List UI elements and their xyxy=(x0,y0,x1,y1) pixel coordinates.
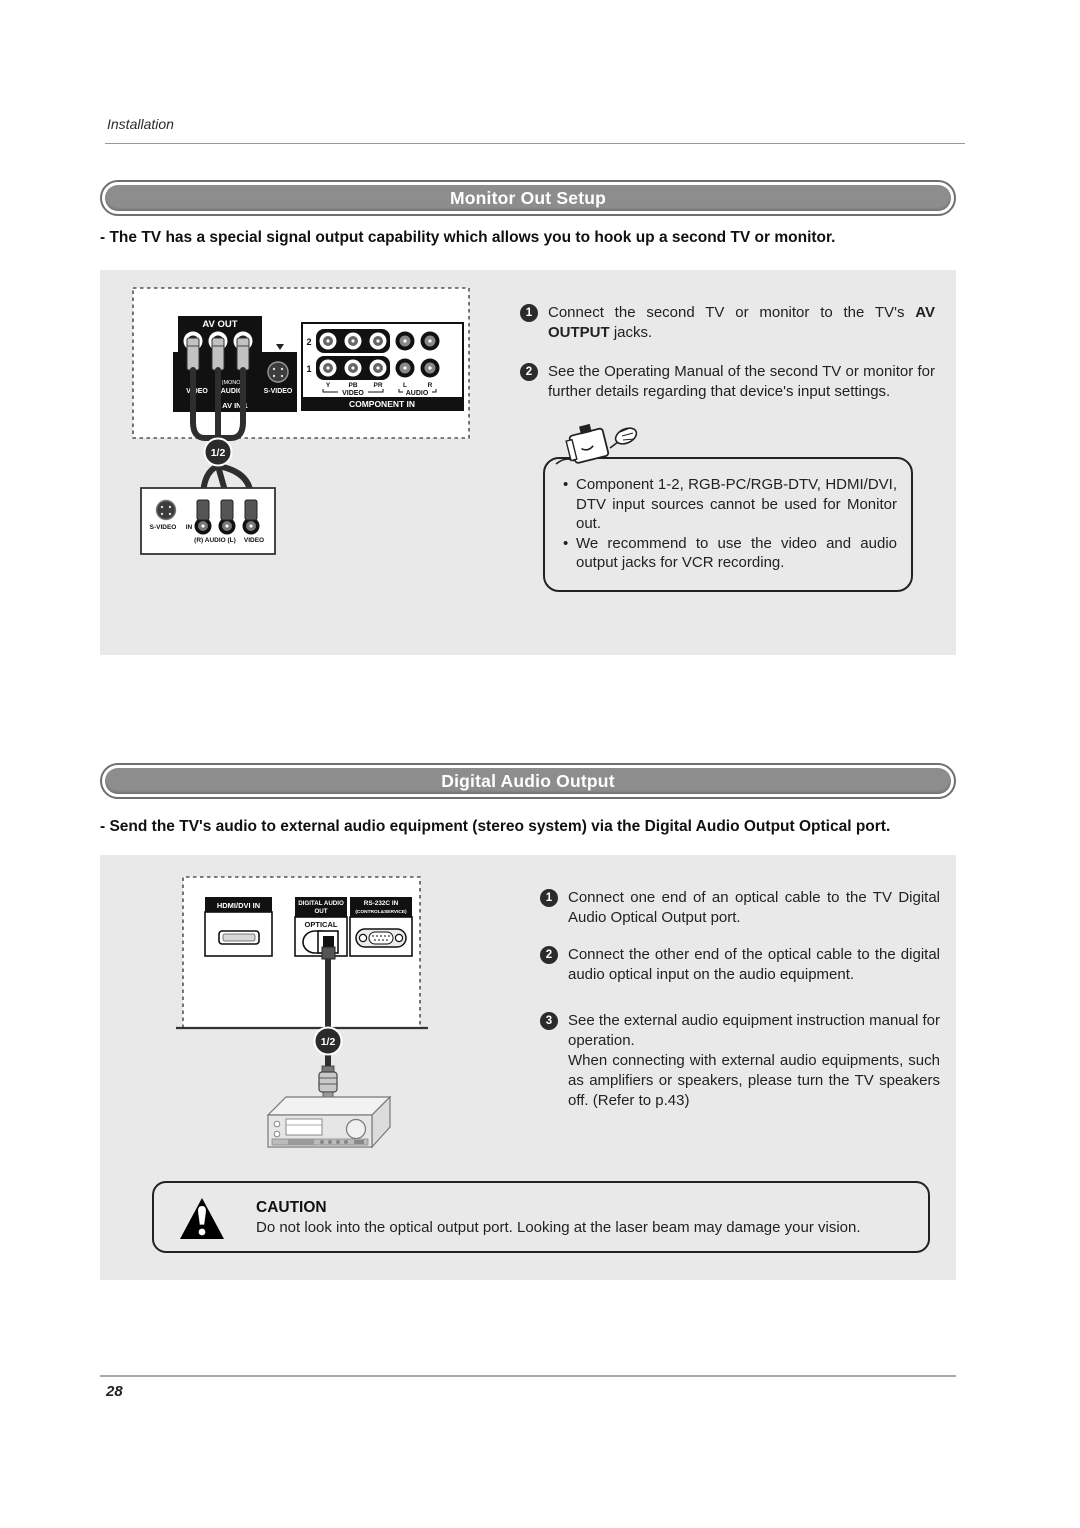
cable-badge-1-2 xyxy=(205,439,232,466)
note-box xyxy=(543,457,913,592)
svg-text:OPTICAL: OPTICAL xyxy=(304,920,338,929)
step-text: Connect one end of an optical cable to the TV Digital Audio Optical Output port. xyxy=(568,889,940,926)
warning-triangle-icon xyxy=(178,1196,226,1242)
step-item xyxy=(540,1011,940,1111)
svg-text:R: R xyxy=(427,382,433,389)
step-number-badge: 2 xyxy=(520,363,538,381)
note-bullet: • Component 1-2, RGB-PC/RGB-DTV, HDMI/DVI, DTV input sources cannot be used for Monitor out. xyxy=(563,475,897,534)
step-number-badge: 1 xyxy=(520,304,538,322)
second-device-box xyxy=(141,488,275,554)
svg-text:RS-232C IN: RS-232C IN xyxy=(363,900,399,907)
caution-content xyxy=(256,1199,861,1236)
svg-text:VIDEO: VIDEO xyxy=(342,390,364,397)
hdmi-dvi-in-port xyxy=(205,897,272,956)
svg-text:1/2: 1/2 xyxy=(320,1036,336,1048)
section-title: Digital Audio Output xyxy=(105,768,951,794)
svg-text:AV OUT: AV OUT xyxy=(202,319,238,330)
chapter-header: Installation xyxy=(107,116,174,132)
caution-text: Do not look into the optical output port. Looking at the laser beam may damage your vision. xyxy=(256,1218,861,1236)
caution-title: CAUTION xyxy=(256,1198,327,1216)
svg-text:AUDIO: AUDIO xyxy=(405,390,429,397)
svg-text:2: 2 xyxy=(306,337,312,347)
section-banner-digital-audio xyxy=(100,763,956,799)
svg-text:AUDIO: AUDIO xyxy=(220,388,244,395)
section-banner-monitor-out xyxy=(100,180,956,216)
step-number-badge: 1 xyxy=(540,889,558,907)
svg-text:PB: PB xyxy=(348,382,358,389)
step-item xyxy=(520,362,935,402)
svg-text:(R) AUDIO (L): (R) AUDIO (L) xyxy=(194,537,236,544)
svg-text:1/2: 1/2 xyxy=(210,447,226,459)
svg-text:Y: Y xyxy=(325,382,331,389)
step-item xyxy=(540,888,940,928)
svideo-connector-icon xyxy=(268,362,288,382)
section-title: Monitor Out Setup xyxy=(105,185,951,211)
step-item xyxy=(520,303,935,343)
header-divider xyxy=(105,143,965,144)
step-item xyxy=(540,945,940,985)
svg-text:S-VIDEO: S-VIDEO xyxy=(149,524,177,531)
mascot-note-icon xyxy=(548,420,658,468)
rs232c-in-port xyxy=(350,897,412,956)
step-number-badge: 2 xyxy=(540,946,558,964)
svg-text:1: 1 xyxy=(306,364,312,374)
audio-equipment-device xyxy=(268,1097,390,1147)
step-text: Connect the other end of the optical cable to the digital audio optical input on the audio equipment. xyxy=(568,946,940,983)
monitor-out-diagram xyxy=(125,280,485,580)
component-in-panel xyxy=(302,323,463,410)
svg-text:S-VIDEO: S-VIDEO xyxy=(263,388,293,395)
section2-panel xyxy=(100,855,956,1280)
svg-text:PR: PR xyxy=(373,382,383,389)
svideo-connector-icon xyxy=(157,501,176,520)
section1-intro: - The TV has a special signal output capability which allows you to hook up a second TV or monitor. xyxy=(100,229,836,246)
svg-text:L: L xyxy=(403,382,407,389)
svg-text:AV IN 1: AV IN 1 xyxy=(222,401,248,410)
section1-panel xyxy=(100,270,956,655)
digital-audio-out-port xyxy=(295,897,347,959)
step-number-badge: 3 xyxy=(540,1012,558,1030)
note-list xyxy=(563,475,897,573)
svg-text:COMPONENT IN: COMPONENT IN xyxy=(348,399,416,409)
svg-text:DIGITAL AUDIO: DIGITAL AUDIO xyxy=(298,900,344,907)
caution-box xyxy=(152,1181,930,1253)
step-text: See the Operating Manual of the second TV or monitor for further details regarding that device's input settings. xyxy=(548,363,935,400)
page-number: 28 xyxy=(106,1383,123,1400)
svg-text:VIDEO: VIDEO xyxy=(186,388,208,395)
footer-divider xyxy=(100,1375,956,1377)
step-text: Connect the second TV or monitor to the TV's AV OUTPUT jacks. xyxy=(548,304,935,341)
rca-plugs xyxy=(187,338,249,370)
svg-text:(CONTROL&SERVICE): (CONTROL&SERVICE) xyxy=(355,910,407,915)
svg-text:HDMI/DVI IN: HDMI/DVI IN xyxy=(216,901,261,910)
note-bullet: • We recommend to use the video and audio output jacks for VCR recording. xyxy=(563,534,897,573)
digital-audio-diagram xyxy=(160,863,490,1163)
step-text: See the external audio equipment instruction manual for operation. When connecting with external audio equipments, such as amplifiers or speakers, please turn the TV speakers off. (Refer to p.43) xyxy=(568,1012,940,1109)
svg-text:(MONO): (MONO) xyxy=(221,380,243,386)
svg-text:VIDEO: VIDEO xyxy=(243,537,265,544)
svg-text:OUT: OUT xyxy=(314,908,328,915)
svg-text:IN: IN xyxy=(185,524,193,531)
cable-badge-1-2 xyxy=(315,1028,342,1055)
section2-intro: - Send the TV's audio to external audio equipment (stereo system) via the Digital Audio Output Optical port. xyxy=(100,818,891,835)
